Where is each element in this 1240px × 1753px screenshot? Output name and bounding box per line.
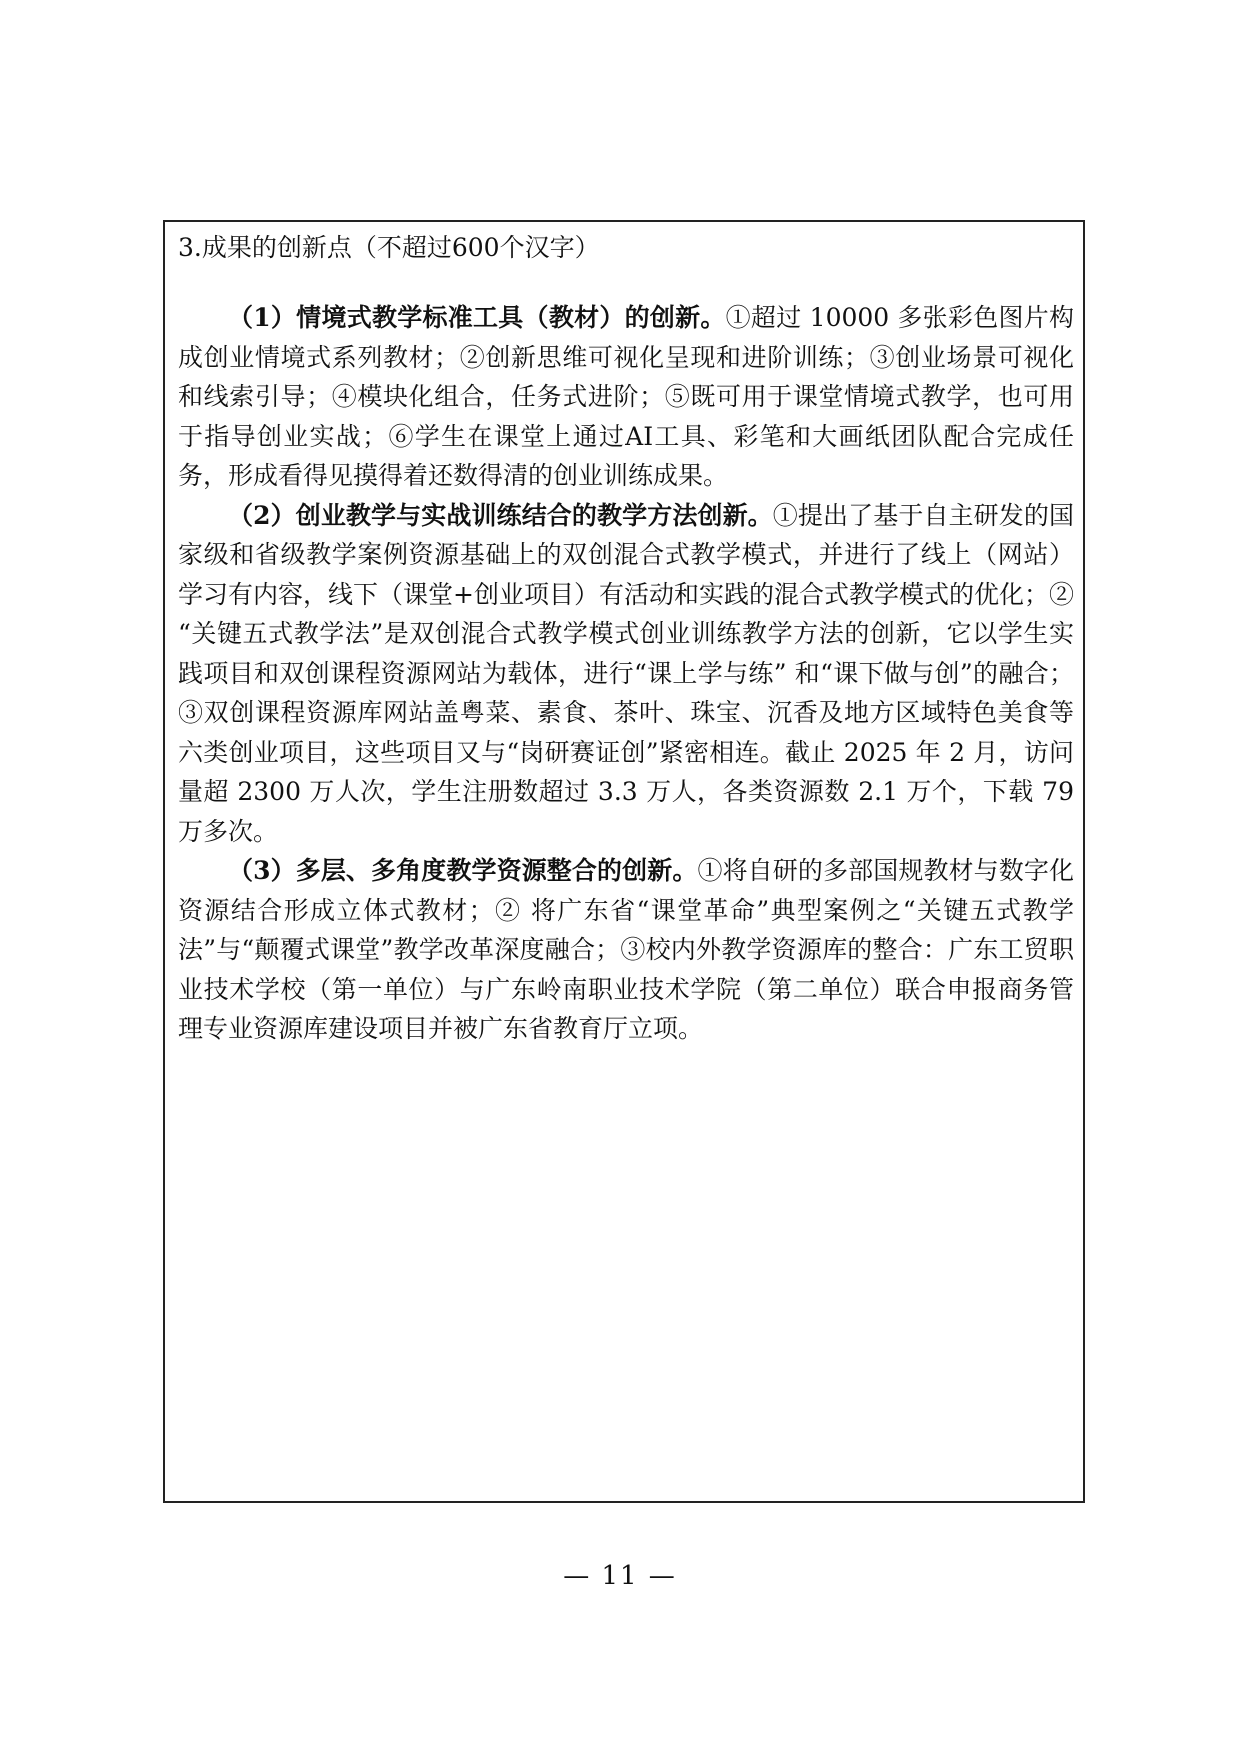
- paragraph-3-text: ①将自研的多部国规教材与数字化资源结合形成立体式教材；② 将广东省“课堂革命”典型案例之“关键五式教学法”与“颠覆式课堂”教学改革深度融合；③校内外教学资源库的整合：广东工贸职业技术学校（第一单位）与广东岭南职业技术学院（第二单位）联合申报商务管理专业资源库建设项目并被广东省教育厅立项。: [178, 856, 1074, 1043]
- innovation-points-cell: [163, 220, 1085, 1503]
- paragraph-3-lead: （3）多层、多角度教学资源整合的创新。: [228, 856, 698, 885]
- paragraph-2: [178, 496, 1074, 852]
- paragraph-2-lead: （2）创业教学与实战训练结合的教学方法创新。: [228, 500, 773, 530]
- paragraph-2-text: ①提出了基于自主研发的国家级和省级教学案例资源基础上的双创混合式教学模式，并进行了线上（网站）学习有内容，线下（课堂+创业项目）有活动和实践的混合式教学模式的优化；② “关键五式教学法”是双创混合式教学模式创业训练教学方法的创新，它以学生实践项目和双创课程资源网站为载体，进行“课上学与练” 和“课下做与创”的融合；③双创课程资源库网站盖粤菜、素食、茶叶、珠宝、沉香及地方区域特色美食等六类创业项目，这些项目又与“岗研赛证创”紧密相连。截止 2025 年 2 月，访问量超 2300 万人次，学生注册数超过 3.3 万人，各类资源数 2.1 万个，下载 79 万多次。: [178, 500, 1074, 846]
- page-number: — 11 —: [563, 1561, 677, 1591]
- paragraph-3: [178, 851, 1074, 1049]
- paragraph-1-lead: （1）情境式教学标准工具（教材）的创新。: [228, 303, 726, 332]
- section-body: [178, 298, 1074, 1049]
- paragraph-1: [178, 298, 1074, 496]
- section-heading: 3.成果的创新点（不超过600个汉字）: [178, 233, 600, 262]
- paragraph-1-text: ①超过 10000 多张彩色图片构成创业情境式系列教材；②创新思维可视化呈现和进阶训练；③创业场景可视化和线索引导；④模块化组合，任务式进阶；⑤既可用于课堂情境式教学，也可用于指导创业实战；⑥学生在课堂上通过AI工具、彩笔和大画纸团队配合完成任务，形成看得见摸得着还数得清的创业训练成果。: [178, 303, 1074, 490]
